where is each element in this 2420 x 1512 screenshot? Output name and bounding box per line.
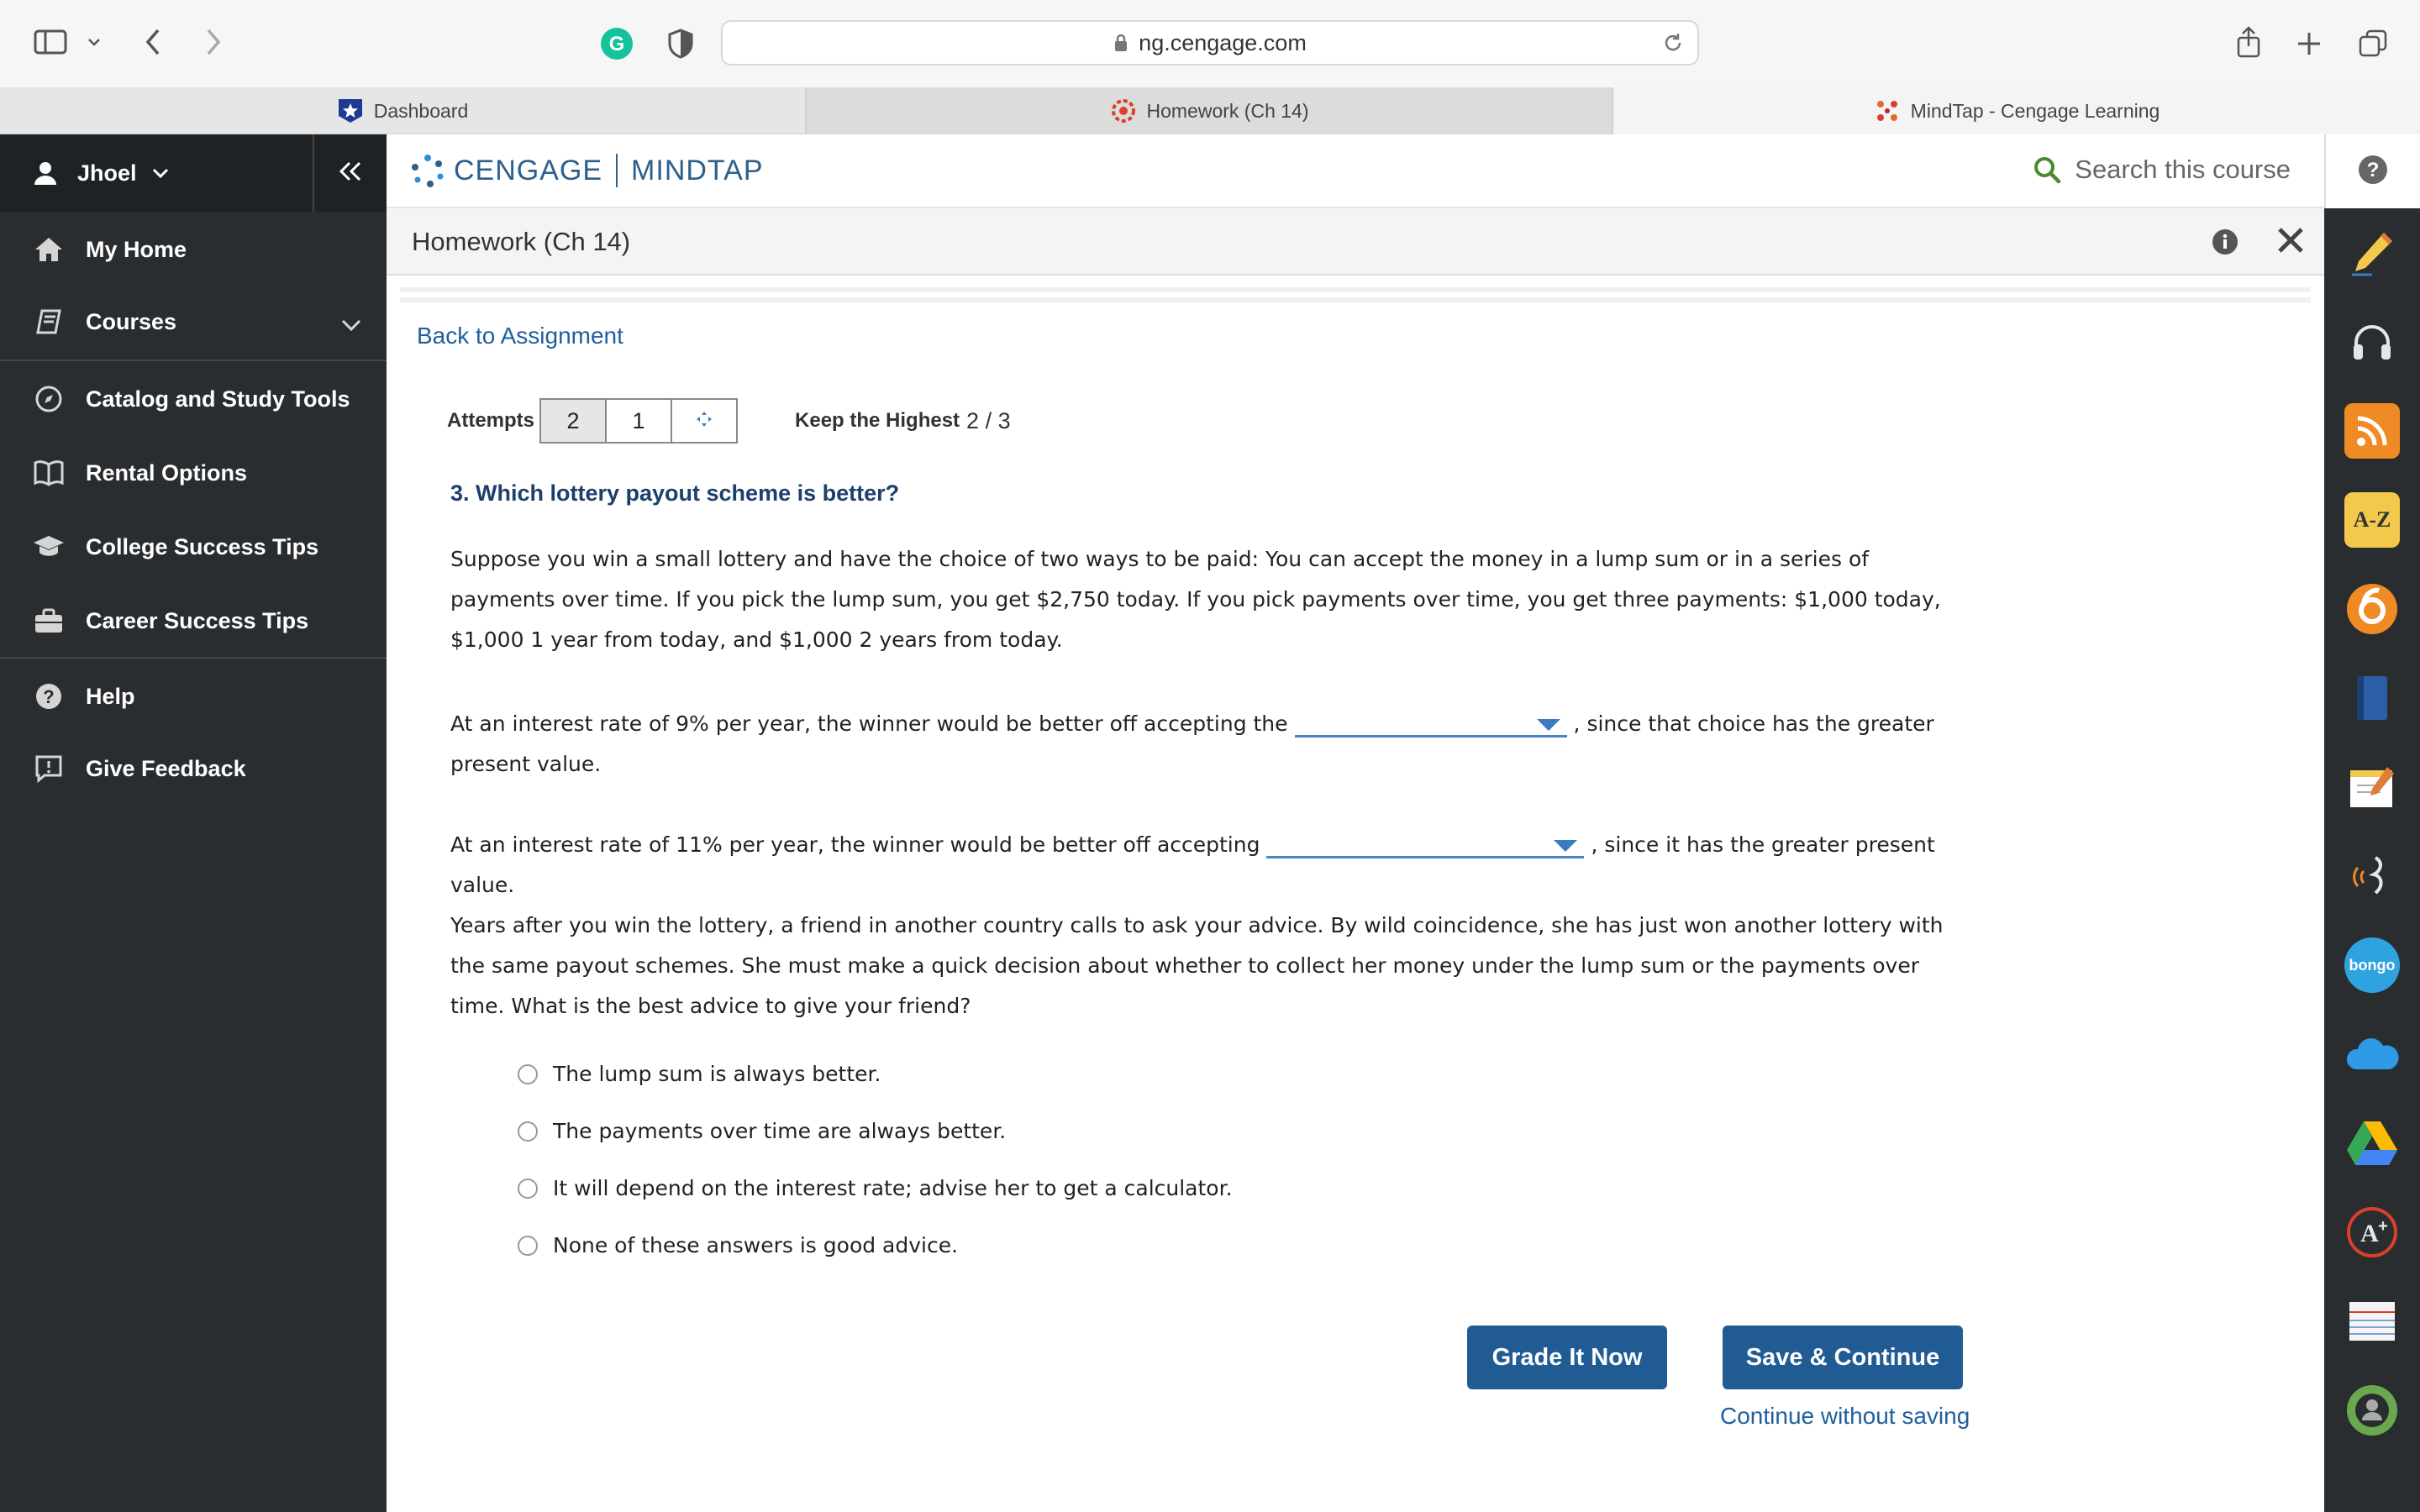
back-to-assignment-link[interactable]: Back to Assignment — [417, 323, 623, 349]
page-title: Homework (Ch 14) — [412, 227, 631, 256]
collapse-sidebar-button[interactable] — [313, 134, 387, 212]
sidebar-item-help[interactable]: ? Help — [0, 660, 387, 732]
assignment-content — [387, 276, 2324, 1512]
attempt-2-button[interactable]: 2 — [539, 398, 607, 444]
radio-button[interactable] — [518, 1236, 538, 1256]
close-icon[interactable] — [2275, 225, 2306, 260]
compass-icon — [32, 385, 66, 413]
cengage-logo-icon — [1874, 97, 1901, 124]
headphones-icon[interactable] — [2344, 314, 2400, 370]
answer-option-3[interactable]: It will depend on the interest rate; advise her to get a calculator. — [518, 1176, 1233, 1200]
sidebar-item-catalog[interactable]: Catalog and Study Tools — [0, 363, 387, 435]
question-part-3: Years after you win the lottery, a friend in another country calls to ask your advice. By wild coincidence, she has just won another lottery with the same payout schemes. She must make a quick decision about whether to collect her money under the lump sum or the payments over time. What is the best advice to give your friend? — [450, 913, 1944, 1018]
star-shield-icon — [337, 97, 364, 124]
sidebar-item-courses[interactable]: Courses — [0, 286, 387, 358]
question-part-2 — [450, 825, 1963, 906]
answer-option-2[interactable]: The payments over time are always better. — [518, 1119, 1006, 1143]
part-2-text-after: , since it has the greater present value. — [450, 832, 1935, 897]
course-header — [387, 134, 2324, 208]
progress-app-icon[interactable] — [2344, 1383, 2400, 1438]
question-intro: Suppose you win a small lottery and have the choice of two ways to be paid: You can accept the money in a lump sum or in a series of payments over time. If you pick the lump sum, you get $2,750 today. If you pick payments over time, you get three payments: $1,000 today, $1,000 1 year from today, and $1,000 2 years from today. — [450, 547, 1941, 652]
grammarly-icon[interactable] — [600, 27, 634, 60]
tab-bar — [0, 87, 2420, 134]
answer-option-1[interactable]: The lump sum is always better. — [518, 1062, 881, 1086]
continue-without-saving-link[interactable]: Continue without saving — [1720, 1403, 1970, 1429]
chevron-down-icon — [152, 168, 169, 178]
svg-text:A: A — [2360, 1220, 2379, 1247]
part-1-dropdown[interactable] — [1295, 712, 1567, 738]
sidebar-item-college-success[interactable]: College Success Tips — [0, 511, 387, 583]
svg-text:+: + — [2378, 1217, 2388, 1236]
onedrive-icon[interactable] — [2344, 1026, 2400, 1082]
svg-text:?: ? — [43, 686, 55, 707]
app-dock — [2324, 134, 2420, 1512]
double-chevron-left-icon — [339, 161, 362, 186]
sidebar-item-give-feedback[interactable]: Give Feedback — [0, 732, 387, 805]
feedback-icon — [32, 754, 66, 783]
chevron-down-icon — [341, 311, 361, 337]
briefcase-icon — [32, 607, 66, 634]
move-arrows-icon — [695, 408, 713, 434]
user-icon — [34, 160, 57, 186]
part-2-text-before: At an interest rate of 11% per year, the winner would be better off accepting — [450, 832, 1260, 857]
search-icon — [2033, 155, 2061, 184]
search-placeholder: Search this course — [2075, 155, 2291, 184]
dropdown-arrow-icon — [1537, 719, 1560, 731]
brand-divider — [616, 154, 618, 187]
question-part-1 — [450, 704, 1963, 785]
user-menu[interactable] — [0, 134, 313, 212]
sidebar-toggle-icon[interactable] — [32, 27, 69, 57]
attempt-1-button[interactable]: 1 — [605, 398, 672, 444]
help-icon — [2357, 154, 2389, 190]
ebook-icon[interactable] — [2344, 670, 2400, 726]
book-icon — [32, 308, 66, 335]
cengage-ring-icon[interactable] — [2344, 581, 2400, 637]
left-sidebar — [0, 134, 387, 1512]
new-tab-icon[interactable] — [2292, 27, 2326, 60]
sidebar-item-my-home[interactable]: My Home — [0, 213, 387, 286]
radio-button[interactable] — [518, 1121, 538, 1142]
pencil-icon[interactable] — [2344, 225, 2400, 281]
tab-mindtap[interactable]: MindTap - Cengage Learning — [1613, 87, 2420, 134]
info-icon[interactable] — [2212, 228, 2238, 260]
dropdown-arrow-icon — [1554, 840, 1577, 852]
divider — [400, 287, 2311, 292]
tab-dashboard[interactable]: Dashboard — [0, 87, 805, 134]
radio-button[interactable] — [518, 1179, 538, 1199]
back-arrow-icon[interactable] — [138, 25, 168, 59]
course-search[interactable] — [2033, 155, 2291, 185]
shield-icon[interactable] — [664, 27, 697, 60]
notes-icon[interactable] — [2344, 759, 2400, 815]
graduation-cap-icon — [32, 534, 66, 559]
svg-text:?: ? — [2366, 158, 2380, 181]
share-icon[interactable] — [2232, 24, 2265, 60]
bongo-icon[interactable]: bongo — [2344, 937, 2400, 993]
help-icon — [32, 682, 66, 711]
readspeaker-icon[interactable] — [2344, 848, 2400, 904]
user-name: Jhoel — [77, 160, 137, 186]
flashcards-icon[interactable] — [2344, 1294, 2400, 1349]
url-text: ng.cengage.com — [1139, 29, 1307, 55]
answer-option-4[interactable]: None of these answers is good advice. — [518, 1233, 958, 1257]
part-1-text-after: , since that choice has the greater present value. — [450, 711, 1934, 776]
part-1-text-before: At an interest rate of 9% per year, the winner would be better off accepting the — [450, 711, 1288, 736]
google-drive-icon[interactable] — [2344, 1116, 2400, 1171]
divider — [400, 297, 2311, 302]
attempts-label: Attempts — [447, 409, 535, 432]
keep-highest-label: Keep the Highest — [795, 409, 960, 432]
sidebar-item-rental-options[interactable]: Rental Options — [0, 437, 387, 509]
aplus-icon[interactable] — [2344, 1205, 2400, 1260]
browser-toolbar — [0, 0, 2420, 87]
svg-text:G: G — [608, 33, 625, 55]
lock-icon — [1113, 34, 1128, 52]
help-button[interactable] — [2324, 134, 2420, 208]
score-value: 2 / 3 — [966, 407, 1011, 433]
radio-button[interactable] — [518, 1064, 538, 1084]
nav-divider — [0, 360, 387, 361]
cengage-mindtap-logo[interactable]: CENGAGE MINDTAP — [410, 153, 764, 188]
cengage-gear-icon — [1110, 97, 1137, 124]
cengage-logo-icon — [410, 153, 445, 188]
activity-titlebar — [387, 208, 2324, 276]
attempt-options-button[interactable] — [671, 398, 738, 444]
address-bar[interactable] — [721, 20, 1699, 66]
glossary-az-icon[interactable]: A-Z — [2344, 492, 2400, 548]
sidebar-item-career-success[interactable]: Career Success Tips — [0, 585, 387, 657]
chevron-down-icon[interactable] — [84, 32, 104, 52]
tab-overview-icon[interactable] — [2356, 27, 2390, 60]
rss-icon[interactable] — [2344, 403, 2400, 459]
save-and-continue-button[interactable]: Save & Continue — [1723, 1326, 1963, 1389]
attempts-bar — [447, 398, 1011, 444]
open-book-icon — [32, 459, 66, 486]
question-title: 3. Which lottery payout scheme is better? — [450, 480, 900, 506]
forward-arrow-icon[interactable] — [198, 25, 229, 59]
grade-it-now-button[interactable]: Grade It Now — [1467, 1326, 1667, 1389]
tab-homework[interactable]: Homework (Ch 14) — [807, 87, 1612, 134]
reload-icon[interactable] — [1662, 32, 1684, 60]
part-2-dropdown[interactable] — [1266, 833, 1584, 858]
nav-divider — [0, 657, 387, 659]
home-icon — [32, 236, 66, 263]
